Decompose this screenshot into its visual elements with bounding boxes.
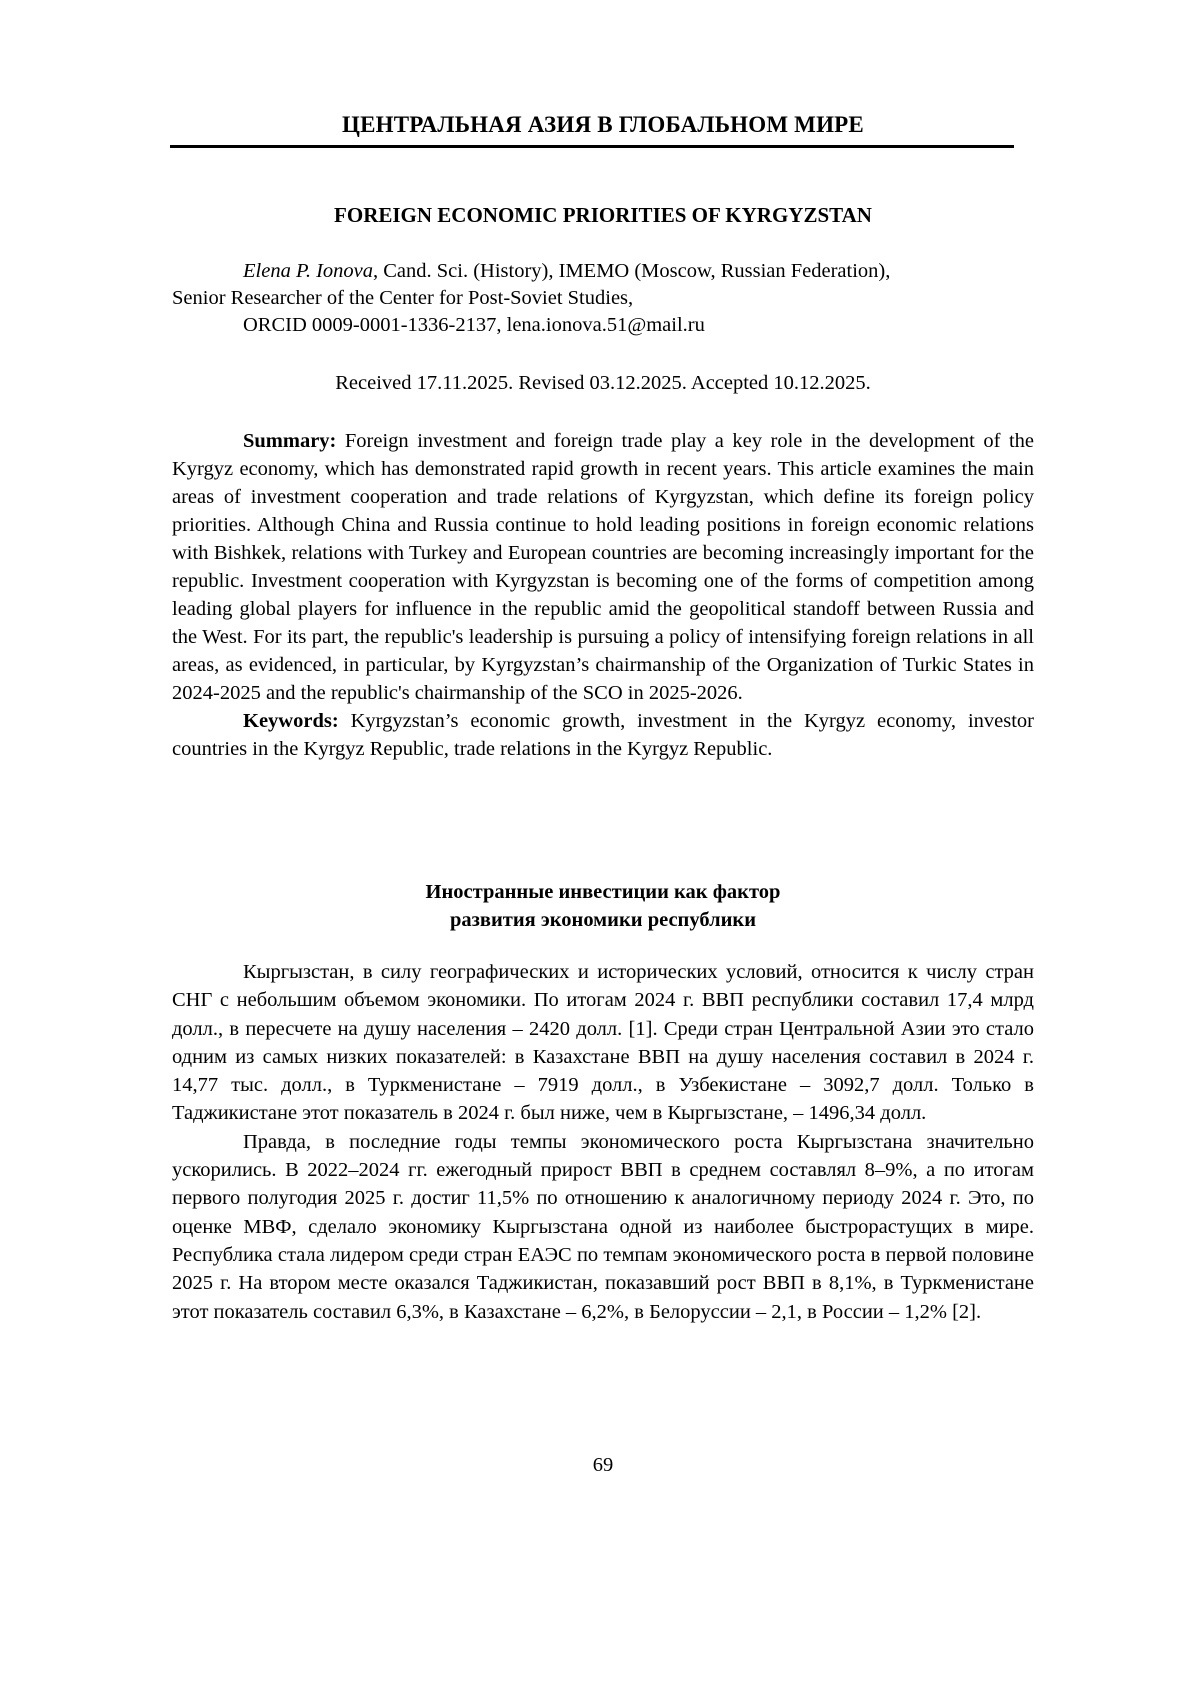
running-head: ЦЕНТРАЛЬНАЯ АЗИЯ В ГЛОБАЛЬНОМ МИРЕ xyxy=(342,112,864,137)
article-dates: Received 17.11.2025. Revised 03.12.2025. Accepted 10.12.2025. xyxy=(335,372,871,394)
keywords-label: Keywords: xyxy=(243,710,339,732)
author-position: Senior Researcher of the Center for Post-Soviet Studies, xyxy=(172,287,634,309)
author-name: Elena P. Ionova xyxy=(243,260,373,282)
article-title: FOREIGN ECONOMIC PRIORITIES OF KYRGYZSTAN xyxy=(334,203,872,227)
author-block xyxy=(172,258,1034,339)
body-text xyxy=(172,958,1034,1326)
section-title-line: развития экономики республики xyxy=(449,909,757,931)
section-title xyxy=(172,878,1034,934)
abstract xyxy=(172,427,1034,763)
author-line xyxy=(172,258,1034,285)
body-paragraph: Правда, в последние годы темпы экономического роста Кыргызстана значительно ускорились. В 2022–2024 гг. ежегодный прирост ВВП в среднем составлял 8–9%, а по итогам первого полугодия 2025 г. достиг 11,5% по отношению к аналогичному периоду 2024 г. Это, по оценке МВФ, сделало экономику Кыргызстана одной из наиболее быстрорастущих в мире. Республика стала лидером среди стран ЕАЭС по темпам экономического роста в первой половине 2025 г. На втором месте оказался Таджикистан, показавший рост ВВП в 8,1%, в Туркменистане этот показатель составил 6,3%, в Казахстане – 6,2%, в Белоруссии – 2,1, в России – 1,2% [2]. xyxy=(172,1130,1034,1323)
summary-paragraph xyxy=(172,427,1034,707)
section-title-line: Иностранные инвестиции как фактор xyxy=(425,881,781,903)
author-contacts: ORCID 0009-0001-1336-2137, lena.ionova.51@mail.ru xyxy=(243,314,705,336)
author-credentials: , Cand. Sci. (History), IMEMO (Moscow, Russian Federation), xyxy=(373,260,891,282)
body-paragraph: Кыргызстан, в силу географических и исторических условий, относится к числу стран СНГ с небольшим объемом экономики. По итогам 2024 г. ВВП республики составил 17,4 млрд долл., в пересчете на душу населения – 2420 долл. [1]. Среди стран Центральной Азии это стало одним из самых низких показателей: в Казахстане ВВП на душу населения составил в 2024 г. 14,77 тыс. долл., в Туркменистане – 7919 долл., в Узбекистане – 3092,7 долл. Только в Таджикистане этот показатель в 2024 г. был ниже, чем в Кыргызстане, – 1496,34 долл. xyxy=(172,961,1034,1125)
summary-text: Foreign investment and foreign trade play a key role in the development of the Kyrgyz economy, which has demonstrated rapid growth in recent years. This article examines the main areas of investment cooperation and trade relations of Kyrgyzstan, which define its foreign policy priorities. Although China and Russia continue to hold leading positions in foreign economic relations with Bishkek, relations with Turkey and European countries are becoming increasingly important for the republic. Investment cooperation with Kyrgyzstan is becoming one of the forms of competition among leading global players for influence in the republic amid the geopolitical standoff between Russia and the West. For its part, the republic's leadership is pursuing a policy of intensifying foreign relations in all areas, as evidenced, in particular, by Kyrgyzstan’s chairmanship of the Organization of Turkic States in 2024-2025 and the republic's chairmanship of the SCO in 2025-2026. xyxy=(172,430,1034,704)
keywords-text: Kyrgyzstan’s economic growth, investment in the Kyrgyz economy, investor countries in the Kyrgyz Republic, trade relations in the Kyrgyz Republic. xyxy=(172,710,1034,760)
header-rule xyxy=(170,145,1014,148)
summary-label: Summary: xyxy=(243,430,337,452)
keywords-paragraph xyxy=(172,707,1034,763)
page-number: 69 xyxy=(592,1454,614,1476)
